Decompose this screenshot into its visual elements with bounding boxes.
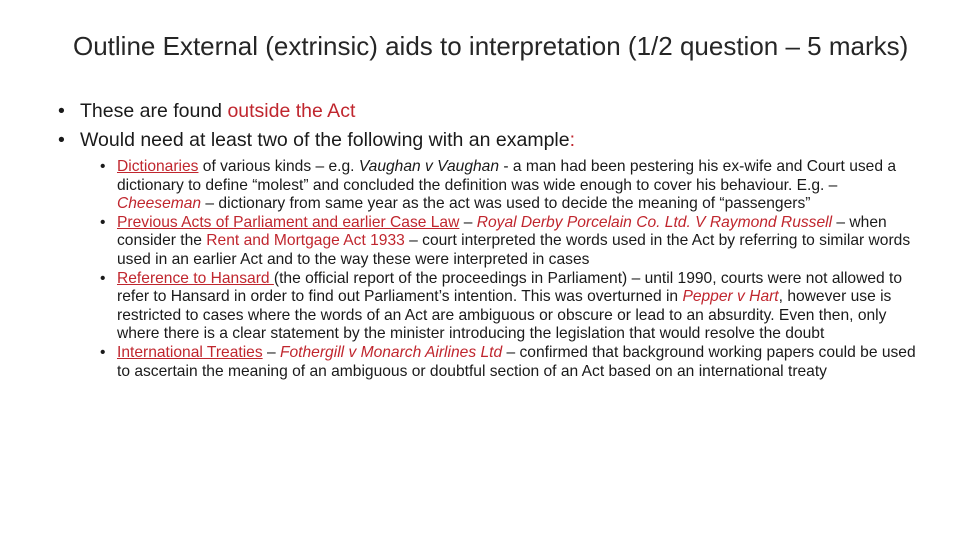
bullet-marker: • (100, 343, 106, 361)
bullet-highlight: : (569, 129, 576, 151)
bullet-outside-act (56, 97, 936, 126)
sub-bullet-text: – (262, 343, 280, 361)
sub-bullet-text: – confirmed that background working papers could be used to ascertain the meaning of an ambiguous or doubtful section of an Act based on an international treaty (117, 343, 916, 380)
sub-bullet-text: – when consider the (117, 213, 887, 250)
sub-bullet-text: – (459, 213, 477, 231)
sub-bullet-previous-acts (98, 214, 918, 270)
bullet-marker: • (58, 129, 65, 151)
sub-bullet-dictionaries (98, 158, 918, 214)
bullet-two-of-following (56, 126, 936, 155)
sub-bullet-text: of various kinds – e.g. (198, 158, 359, 175)
sub-bullet-list (98, 158, 918, 381)
case-name: Cheeseman (117, 195, 202, 213)
sub-bullet-heading: Reference to Hansard (117, 269, 274, 287)
sub-bullet-text: – court interpreted the words used in the Act by referring to similar words used in an earlier Act and to the way these were interpreted in cases (117, 232, 911, 268)
bullet-text: These are found (80, 100, 228, 122)
bullet-text: Would need at least two of the following with an example (80, 129, 570, 151)
sub-bullet-text: – dictionary from same year as the act was used to decide the meaning of “passengers” (201, 195, 811, 213)
main-bullet-list (56, 97, 936, 155)
sub-bullet-heading: Dictionaries (117, 158, 199, 175)
bullet-highlight: outside the Act (227, 100, 356, 122)
case-name: Fothergill v Monarch Airlines Ltd (279, 343, 503, 361)
slide-title: Outline External (extrinsic) aids to interpretation (1/2 question – 5 marks) (73, 31, 909, 61)
case-name: Royal Derby Porcelain Co. Ltd. V Raymond Russell (476, 213, 833, 231)
sub-bullet-text: , however use is restricted to cases where the words of an Act are ambiguous or obscure or lead to an absurdity. Even then, only where there is a clear statement by the minister introducing the legislation that would resolve the doubt (117, 288, 892, 343)
bullet-marker: • (58, 100, 65, 122)
sub-bullet-heading: Previous Acts of Parliament and earlier Case Law (117, 213, 460, 231)
case-name: Vaughan v Vaughan (358, 158, 500, 175)
act-name: Rent and Mortgage Act 1933 (206, 232, 405, 250)
sub-bullet-text: (the official report of the proceedings in Parliament) – until 1990, courts were not allowed to refer to Hansard in order to find out Parliament’s intention. This was overturned in (117, 269, 903, 306)
bullet-marker: • (100, 158, 106, 175)
bullet-marker: • (100, 213, 106, 231)
sub-bullet-hansard (98, 270, 918, 344)
bullet-marker: • (100, 269, 106, 287)
sub-bullet-heading: International Treaties (117, 343, 263, 361)
case-name: Pepper v Hart (682, 288, 779, 306)
sub-bullet-text: - a man had been pestering his ex-wife and Court used a dictionary to define “molest” and concluded the definition was wide enough to cover his behaviour. E.g. – (117, 158, 897, 194)
sub-bullet-treaties (98, 344, 918, 381)
